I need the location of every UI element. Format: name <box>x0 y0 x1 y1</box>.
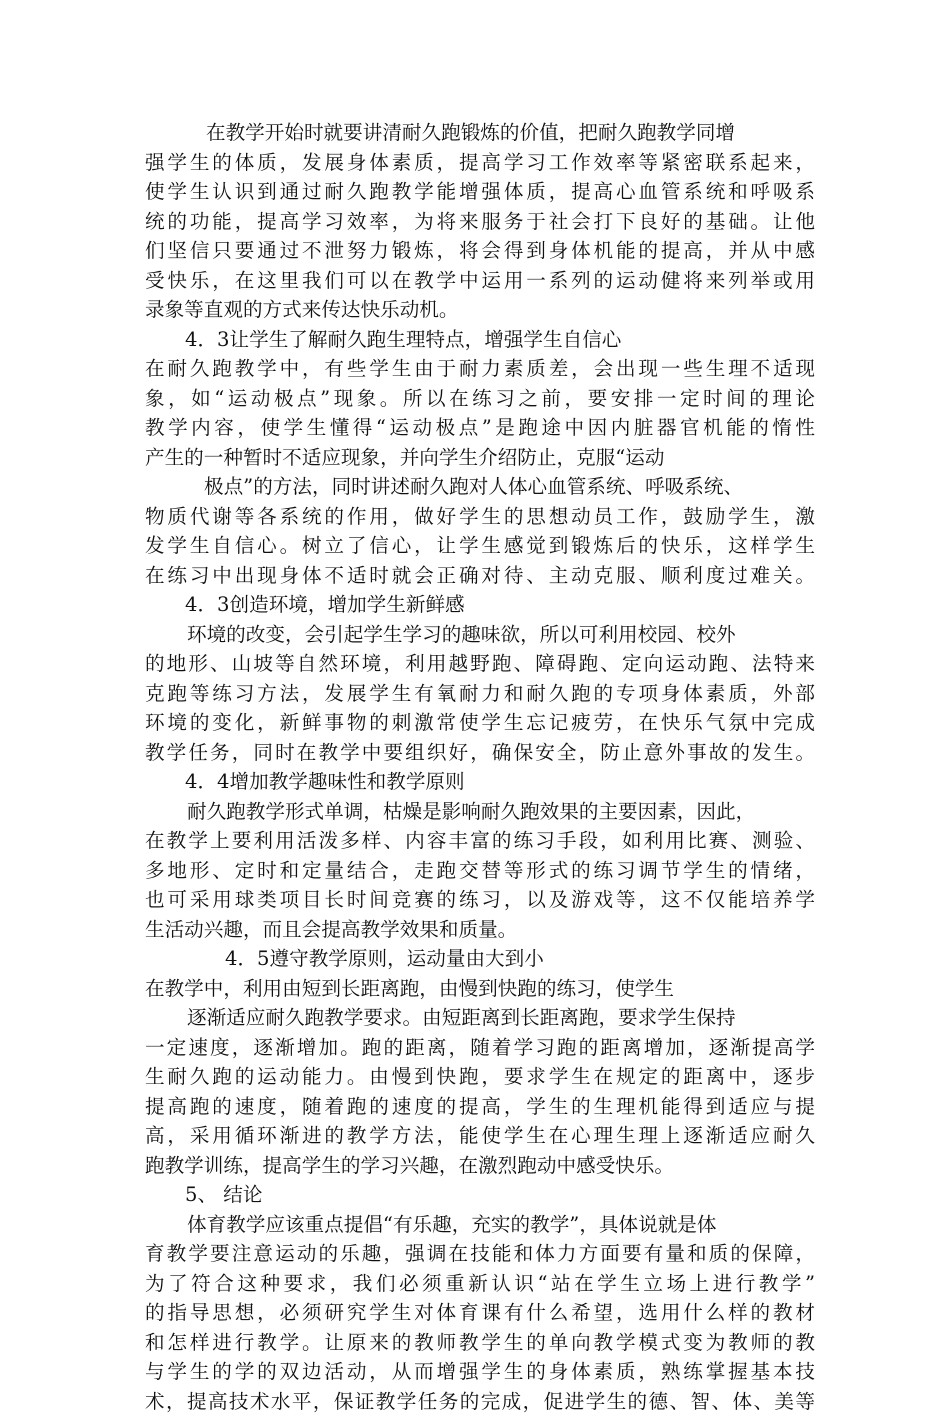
paragraph-line: 术，提高技术水平，保证教学任务的完成，促进学生的德、智、体、美等 <box>145 1387 815 1416</box>
paragraph-line: 的指导思想，必须研究学生对体育课有什么希望，选用什么样的教材 <box>145 1298 815 1328</box>
section-heading: 4．3创造环境，增加学生新鲜感 <box>145 590 815 620</box>
paragraph-line: 生耐久跑的运动能力。由慢到快跑，要求学生在规定的距离中，逐步 <box>145 1062 815 1092</box>
section-heading: 4．5遵守教学原则，运动量由大到小 <box>145 944 815 974</box>
paragraph-line: 们坚信只要通过不泄努力锻炼，将会得到身体机能的提高，并从中感 <box>145 236 815 266</box>
paragraph-line: 环境的变化，新鲜事物的刺激常使学生忘记疲劳，在快乐气氛中完成 <box>145 708 815 738</box>
paragraph-line: 提高跑的速度，随着跑的速度的提高，学生的生理机能得到适应与提 <box>145 1092 815 1122</box>
paragraph-line: 在耐久跑教学中，有些学生由于耐力素质差，会出现一些生理不适现 <box>145 354 815 384</box>
paragraph-line: 物质代谢等各系统的作用，做好学生的思想动员工作，鼓励学生，激 <box>145 502 815 532</box>
paragraph-line: 使学生认识到通过耐久跑教学能增强体质，提高心血管系统和呼吸系 <box>145 177 815 207</box>
paragraph-line: 生活动兴趣，而且会提高教学效果和质量。 <box>145 915 815 945</box>
paragraph-line: 与学生的学的双边活动，从而增强学生的身体素质，熟练掌握基本技 <box>145 1357 815 1387</box>
paragraph-line: 教学内容，使学生懂得“运动极点”是跑途中因内脏器官机能的惰性 <box>145 413 815 443</box>
paragraph-line: 产生的一种暂时不适应现象，并向学生介绍防止，克服“运动 <box>145 443 815 473</box>
paragraph-line: 象，如“运动极点”现象。所以在练习之前，要安排一定时间的理论 <box>145 384 815 414</box>
paragraph-line: 在教学上要利用活泼多样、内容丰富的练习手段，如利用比赛、测验、 <box>145 826 815 856</box>
paragraph-line: 高，采用循环渐进的教学方法，能使学生在心理生理上逐渐适应耐久 <box>145 1121 815 1151</box>
section-heading: 4．3让学生了解耐久跑生理特点，增强学生自信心 <box>145 325 815 355</box>
paragraph-line: 录象等直观的方式来传达快乐动机。 <box>145 295 815 325</box>
paragraph-line: 跑教学训练，提高学生的学习兴趣，在激烈跑动中感受快乐。 <box>145 1151 815 1181</box>
paragraph-line: 环境的改变，会引起学生学习的趣味欲，所以可利用校园、校外 <box>145 620 815 650</box>
paragraph-line: 育教学要注意运动的乐趣，强调在技能和体力方面要有量和质的保障， <box>145 1239 815 1269</box>
paragraph-line: 和怎样进行教学。让原来的教师教学生的单向教学模式变为教师的教 <box>145 1328 815 1358</box>
paragraph-line: 多地形、定时和定量结合，走跑交替等形式的练习调节学生的情绪， <box>145 856 815 886</box>
paragraph-line: 体育教学应该重点提倡“有乐趣，充实的教学”，具体说就是体 <box>145 1210 815 1240</box>
paragraph-line: 统的功能，提高学习效率，为将来服务于社会打下良好的基础。让他 <box>145 207 815 237</box>
document-body <box>145 118 815 1416</box>
paragraph-line: 极点”的方法，同时讲述耐久跑对人体心血管系统、呼吸系统、 <box>145 472 815 502</box>
paragraph-line: 的地形、山坡等自然环境，利用越野跑、障碍跑、定向运动跑、法特来 <box>145 649 815 679</box>
section-heading: 4．4增加教学趣味性和教学原则 <box>145 767 815 797</box>
paragraph-line: 在教学中，利用由短到长距离跑，由慢到快跑的练习，使学生 <box>145 974 815 1004</box>
paragraph-line: 逐渐适应耐久跑教学要求。由短距离到长距离跑，要求学生保持 <box>145 1003 815 1033</box>
paragraph-line: 耐久跑教学形式单调，枯燥是影响耐久跑效果的主要因素，因此， <box>145 797 815 827</box>
paragraph-line: 在教学开始时就要讲清耐久跑锻炼的价值，把耐久跑教学同增 <box>145 118 815 148</box>
paragraph-line: 克跑等练习方法，发展学生有氧耐力和耐久跑的专项身体素质，外部 <box>145 679 815 709</box>
paragraph-line: 受快乐，在这里我们可以在教学中运用一系列的运动健将来列举或用 <box>145 266 815 296</box>
paragraph-line: 在练习中出现身体不适时就会正确对待、主动克服、顺利度过难关。 <box>145 561 815 591</box>
paragraph-line: 强学生的体质，发展身体素质，提高学习工作效率等紧密联系起来， <box>145 148 815 178</box>
paragraph-line: 一定速度，逐渐增加。跑的距离，随着学习跑的距离增加，逐渐提高学 <box>145 1033 815 1063</box>
paragraph-line: 为了符合这种要求，我们必须重新认识“站在学生立场上进行教学” <box>145 1269 815 1299</box>
paragraph-line: 发学生自信心。树立了信心，让学生感觉到锻炼后的快乐，这样学生 <box>145 531 815 561</box>
paragraph-line: 也可采用球类项目长时间竞赛的练习，以及游戏等，这不仅能培养学 <box>145 885 815 915</box>
paragraph-line: 教学任务，同时在教学中要组织好，确保安全，防止意外事故的发生。 <box>145 738 815 768</box>
section-heading: 5、 结论 <box>145 1180 815 1210</box>
